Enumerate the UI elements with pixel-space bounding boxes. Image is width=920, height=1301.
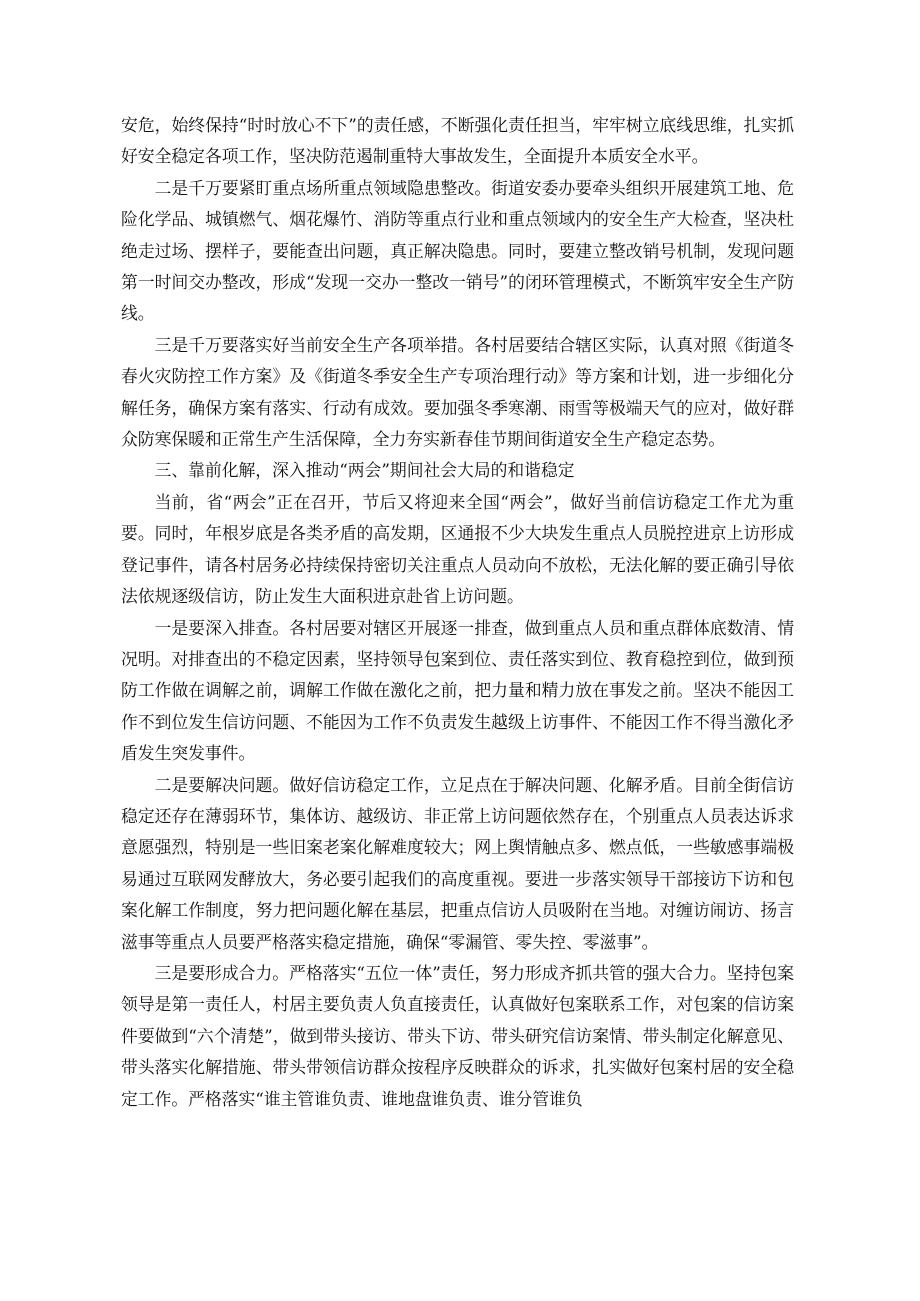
document-page — [121, 110, 794, 1115]
paragraph-safety-measures: 三是千万要落实好当前安全生产各项举措。各村居要结合辖区实际，认真对照《街道冬春火灾防控工作方案》及《街道冬季安全生产专项治理行动》等方案和计划，进一步细化分解任务，确保方案有落实、行动有成效。要加强冬季寒潮、雨雪等极端天气的应对，做好群众防寒保暖和正常生产生活保障，全力夯实新春佳节期间街道安全生产稳定态势。 — [121, 334, 794, 450]
section-heading: 三、靠前化解，深入推动“两会”期间社会大局的和谐稳定 — [154, 460, 575, 481]
paragraph-petition-context: 当前，省“两会”正在召开，节后又将迎来全国“两会”，做好当前信访稳定工作尤为重要。同时，年根岁底是各类矛盾的高发期，区通报不少大块发生重点人员脱控进京上访形成登记事件，请各村居务必持续保持密切关注重点人员动向不放松，无法化解的要正确引导依法依规逐级信访，防止发生大面积进京赴省上访问题。 — [121, 491, 794, 607]
paragraph-joint-effort: 三是要形成合力。严格落实“五位一体”责任，努力形成齐抓共管的强大合力。坚持包案领导是第一责任人，村居主要负责人负直接责任，认真做好包案联系工作，对包案的信访案件要做到“六个清楚”，做到带头接访、带头下访、带头研究信访案情、带头制定化解意见、带头落实化解措施、带头带领信访群众按程序反映群众的诉求，扎实做好包案村居的安全稳定工作。严格落实“谁主管谁负责、谁地盘谁负责、谁分管谁负 — [121, 962, 794, 1109]
paragraph-problem-solving: 二是要解决问题。做好信访稳定工作，立足点在于解决问题、化解矛盾。目前全街信访稳定还存在薄弱环节，集体访、越级访、非正常上访问题依然存在，个别重点人员表达诉求意愿强烈，特别是一些旧案老案化解难度较大；网上舆情触点多、燃点低，一些敏感事端极易通过互联网发酵放大，务必要引起我们的高度重视。要进一步落实领导干部接访下访和包案化解工作制度，努力把问题化解在基层，把重点信访人员吸附在当地。对缠访闹访、扬言滋事等重点人员要严格落实稳定措施，确保“零漏管、零失控、零滋事”。 — [121, 774, 794, 952]
paragraph-continued: 安危，始终保持“时时放心不下”的责任感，不断强化责任担当，牢牢树立底线思维，扎实抓好安全稳定各项工作，坚决防范遏制重特大事故发生，全面提升本质安全水平。 — [121, 115, 794, 167]
paragraph-hazard-rectification: 二是千万要紧盯重点场所重点领域隐患整改。街道安委办要牵头组织开展建筑工地、危险化学品、城镇燃气、烟花爆竹、消防等重点行业和重点领域内的安全生产大检查，坚决杜绝走过场、摆样子，要能查出问题，真正解决隐患。同时，要建立整改销号机制，发现问题第一时间交办整改，形成“发现一交办一整改一销号”的闭环管理模式，不断筑牢安全生产防线。 — [121, 177, 794, 324]
paragraph-investigation: 一是要深入排查。各村居要对辖区开展逐一排查，做到重点人员和重点群体底数清、情况明。对排查出的不稳定因素，坚持领导包案到位、责任落实到位、教育稳控到位，做到预防工作做在调解之前，调解工作做在激化之前，把力量和精力放在事发之前。坚决不能因工作不到位发生信访问题、不能因为工作不负责发生越级上访事件、不能因工作不得当激化矛盾发生突发事件。 — [121, 617, 794, 764]
